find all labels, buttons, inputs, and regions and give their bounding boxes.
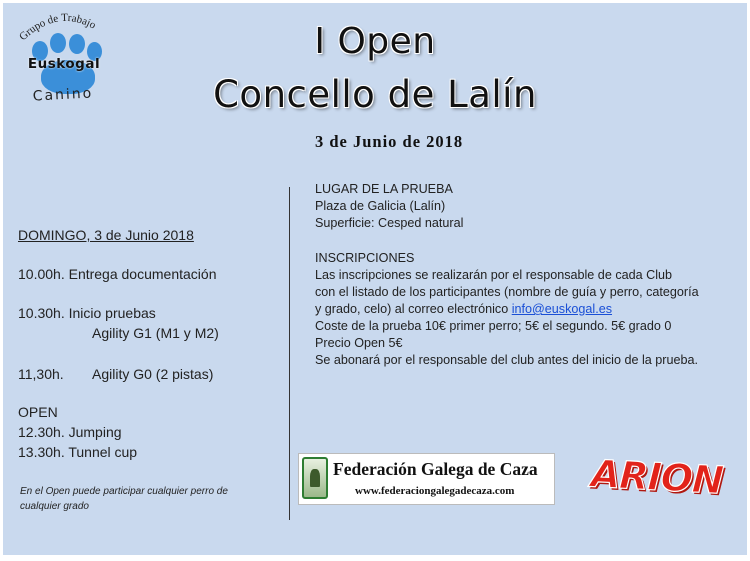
email-link[interactable]: info@euskogal.es [511,302,613,316]
schedule-item: Agility G1 (M1 y M2) [92,325,219,341]
fgc-sponsor-logo [298,453,555,505]
logo-bottom-text: Canino [32,85,94,105]
column-divider [289,187,290,520]
fgc-name: Federación Galega de Caza [333,459,538,479]
inscripciones-text: con el listado de los participantes (nombre de guía y perro, categoría [315,285,699,299]
svg-text:Grupo de Trabajo: Grupo de Trabajo [17,11,98,44]
inscripciones-text: Se abonará por el responsable del club antes del inicio de la prueba. [315,353,698,367]
inscripciones-heading: INSCRIPCIONES [315,251,415,265]
open-note-line-2: cualquier grado [20,501,89,512]
inscripciones-text: Las inscripciones se realizarán por el responsable de cada Club [315,268,673,282]
inscripciones-text: y grado, celo) al correo electrónico [315,302,512,316]
schedule-item: 13.30h. Tunnel cup [18,444,138,460]
schedule-item: 11,30h. [18,366,64,382]
fgc-emblem-icon [302,457,328,499]
logo-brand: Euskogal [27,56,101,72]
lugar-place: Plaza de Galicia (Lalín) [315,199,446,213]
inscripciones-email-line [315,301,612,319]
title-line-2: Concello de Lalín [213,73,537,116]
schedule-item: OPEN [18,404,58,420]
arion-sponsor-logo: ARION [589,451,724,503]
fgc-url: www.federaciongalegadecaza.com [355,485,515,497]
schedule-item: Agility G0 (2 pistas) [92,366,214,382]
inscripciones-text: Precio Open 5€ [315,336,403,350]
event-date: 3 de Junio de 2018 [315,132,464,151]
event-poster [3,3,747,555]
lugar-surface: Superficie: Cesped natural [315,216,464,230]
lugar-heading: LUGAR DE LA PRUEBA [315,182,453,196]
schedule-item: 10.30h. Inicio pruebas [18,305,156,321]
open-note-line-1: En el Open puede participar cualquier perro de [20,486,228,497]
title-line-1: I Open [314,21,436,62]
inscripciones-text: Coste de la prueba 10€ primer perro; 5€ el segundo. 5€ grado 0 [315,319,672,333]
day-heading: DOMINGO, 3 de Junio 2018 [18,227,194,243]
schedule-item: 10.00h. Entrega documentación [18,266,217,282]
schedule-item: 12.30h. Jumping [18,424,122,440]
